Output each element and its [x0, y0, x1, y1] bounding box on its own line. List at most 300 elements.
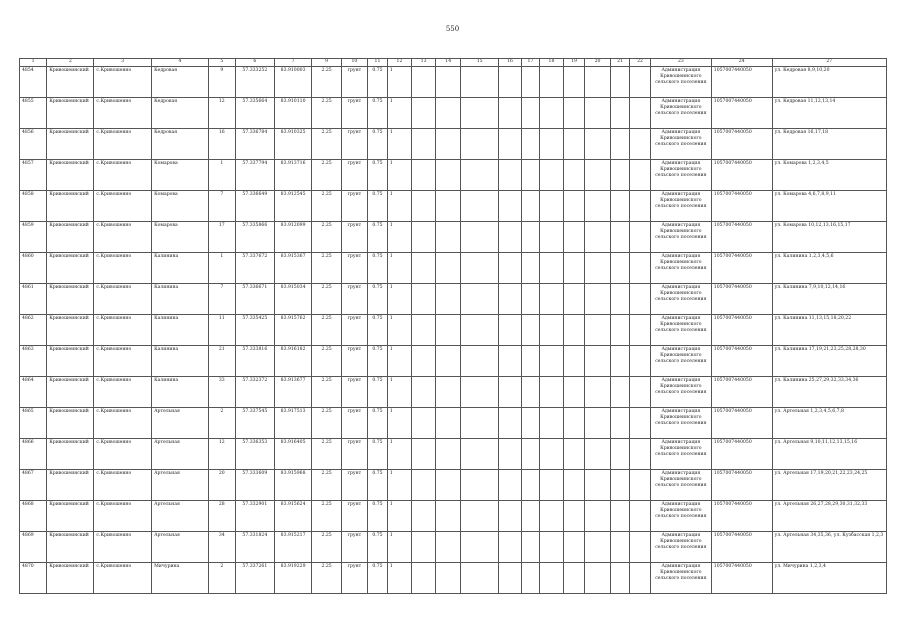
ogrn-cell: 1057007440050 — [711, 98, 772, 129]
empty-cell-16 — [499, 532, 522, 563]
empty-cell-22 — [630, 222, 651, 253]
surface-cell: грунт — [341, 98, 367, 129]
surface-cell: грунт — [341, 315, 367, 346]
empty-cell-17 — [522, 563, 540, 594]
empty-cell-14 — [436, 377, 461, 408]
settlement-cell: с.Кривошеино — [94, 377, 152, 408]
empty-cell-19 — [564, 222, 585, 253]
empty-cell-16 — [499, 129, 522, 160]
empty-cell-14 — [436, 98, 461, 129]
table-row — [20, 563, 887, 594]
longitude-cell: 83.919229 — [274, 563, 312, 594]
column-number-cell: 1 — [20, 59, 47, 67]
house-number-cell: 9 — [208, 67, 235, 98]
settlement-cell: с.Кривошеино — [94, 346, 152, 377]
volume-cell: 0.75 — [368, 563, 388, 594]
empty-cell-21 — [611, 129, 630, 160]
area-cell: 2.25 — [312, 160, 341, 191]
area-cell: 2.25 — [312, 501, 341, 532]
empty-cell-16 — [499, 253, 522, 284]
longitude-cell: 83.913716 — [274, 160, 312, 191]
empty-cell-18 — [539, 284, 563, 315]
house-number-cell: 7 — [208, 284, 235, 315]
longitude-cell: 83.917513 — [274, 408, 312, 439]
surface-cell: грунт — [341, 408, 367, 439]
longitude-cell: 83.915762 — [274, 315, 312, 346]
row-number-cell: 4857 — [20, 160, 47, 191]
settlement-cell: с.Кривошеино — [94, 191, 152, 222]
street-cell: Калинина — [152, 284, 209, 315]
row-number-cell: 4859 — [20, 222, 47, 253]
empty-cell-20 — [584, 160, 610, 191]
empty-cell-19 — [564, 191, 585, 222]
empty-cell-13 — [412, 160, 436, 191]
empty-cell-21 — [611, 98, 630, 129]
house-number-cell: 20 — [208, 470, 235, 501]
empty-cell-20 — [584, 532, 610, 563]
empty-cell-18 — [539, 408, 563, 439]
served-addresses-cell: ул. Кедровая 16,17,18 — [772, 129, 886, 160]
table-row — [20, 98, 887, 129]
served-addresses-cell: ул. Артельная 34,35,36, ул. Кузбасская 1,2,3 — [772, 532, 886, 563]
served-addresses-cell: ул. Калинина 7,9,10,12,14,16 — [772, 284, 886, 315]
empty-cell-14 — [436, 470, 461, 501]
container-count-cell: 1 — [387, 532, 411, 563]
street-cell: Кедровая — [152, 129, 209, 160]
volume-cell: 0.75 — [368, 222, 388, 253]
table-row — [20, 284, 887, 315]
empty-cell-15 — [461, 439, 499, 470]
empty-cell-16 — [499, 160, 522, 191]
settlement-cell: с.Кривошеино — [94, 315, 152, 346]
column-number-cell: 22 — [630, 59, 651, 67]
empty-cell-20 — [584, 563, 610, 594]
owner-admin-cell: Администрация Кривошеинского сельского поселения — [650, 532, 711, 563]
column-number-cell: 9 — [312, 59, 341, 67]
empty-cell-19 — [564, 563, 585, 594]
district-cell: Кривошеинский — [47, 377, 94, 408]
latitude-cell: 57.337672 — [235, 253, 274, 284]
column-number-cell: 16 — [499, 59, 522, 67]
area-cell: 2.25 — [312, 563, 341, 594]
empty-cell-15 — [461, 160, 499, 191]
settlement-cell: с.Кривошеино — [94, 470, 152, 501]
empty-cell-15 — [461, 191, 499, 222]
area-cell: 2.25 — [312, 315, 341, 346]
served-addresses-cell: ул. Комарова 4,6,7,8,9,11 — [772, 191, 886, 222]
container-count-cell: 1 — [387, 408, 411, 439]
empty-cell-15 — [461, 222, 499, 253]
empty-cell-17 — [522, 377, 540, 408]
area-cell: 2.25 — [312, 346, 341, 377]
owner-admin-cell: Администрация Кривошеинского сельского поселения — [650, 284, 711, 315]
volume-cell: 0.75 — [368, 377, 388, 408]
empty-cell-13 — [412, 470, 436, 501]
ogrn-cell: 1057007440050 — [711, 563, 772, 594]
ogrn-cell: 1057007440050 — [711, 222, 772, 253]
empty-cell-17 — [522, 501, 540, 532]
settlement-cell: с.Кривошеино — [94, 222, 152, 253]
empty-cell-22 — [630, 315, 651, 346]
empty-cell-18 — [539, 439, 563, 470]
empty-cell-20 — [584, 315, 610, 346]
empty-cell-19 — [564, 346, 585, 377]
settlement-cell: с.Кривошеино — [94, 563, 152, 594]
house-number-cell: 11 — [208, 315, 235, 346]
empty-cell-16 — [499, 67, 522, 98]
volume-cell: 0.75 — [368, 67, 388, 98]
empty-cell-14 — [436, 129, 461, 160]
empty-cell-21 — [611, 532, 630, 563]
column-number-cell: 14 — [436, 59, 461, 67]
area-cell: 2.25 — [312, 470, 341, 501]
street-cell: Артельная — [152, 470, 209, 501]
empty-cell-18 — [539, 470, 563, 501]
empty-cell-20 — [584, 408, 610, 439]
latitude-cell: 57.337794 — [235, 160, 274, 191]
volume-cell: 0.75 — [368, 129, 388, 160]
empty-cell-13 — [412, 346, 436, 377]
row-number-cell: 4860 — [20, 253, 47, 284]
empty-cell-21 — [611, 377, 630, 408]
empty-cell-13 — [412, 377, 436, 408]
volume-cell: 0.75 — [368, 191, 388, 222]
empty-cell-15 — [461, 501, 499, 532]
empty-cell-18 — [539, 532, 563, 563]
surface-cell: грунт — [341, 160, 367, 191]
empty-cell-16 — [499, 439, 522, 470]
longitude-cell: 83.915217 — [274, 532, 312, 563]
empty-cell-13 — [412, 532, 436, 563]
surface-cell: грунт — [341, 346, 367, 377]
house-number-cell: 12 — [208, 98, 235, 129]
column-number-cell: 12 — [387, 59, 411, 67]
empty-cell-16 — [499, 222, 522, 253]
empty-cell-22 — [630, 67, 651, 98]
area-cell: 2.25 — [312, 408, 341, 439]
column-number-cell: 13 — [412, 59, 436, 67]
empty-cell-20 — [584, 67, 610, 98]
row-number-cell: 4861 — [20, 284, 47, 315]
settlement-cell: с.Кривошеино — [94, 129, 152, 160]
volume-cell: 0.75 — [368, 346, 388, 377]
latitude-cell: 57.333816 — [235, 346, 274, 377]
table-row — [20, 346, 887, 377]
empty-cell-20 — [584, 98, 610, 129]
empty-cell-18 — [539, 222, 563, 253]
longitude-cell: 83.912099 — [274, 222, 312, 253]
empty-cell-18 — [539, 563, 563, 594]
column-number-cell: 21 — [611, 59, 630, 67]
empty-cell-19 — [564, 470, 585, 501]
served-addresses-cell: ул. Калинина 17,19,21,23,25,28,28,30 — [772, 346, 886, 377]
table-row — [20, 160, 887, 191]
container-count-cell: 1 — [387, 346, 411, 377]
empty-cell-15 — [461, 253, 499, 284]
empty-cell-14 — [436, 284, 461, 315]
empty-cell-15 — [461, 67, 499, 98]
district-cell: Кривошеинский — [47, 253, 94, 284]
area-cell: 2.25 — [312, 222, 341, 253]
column-number-cell: 27 — [772, 59, 886, 67]
latitude-cell: 57.336784 — [235, 129, 274, 160]
latitude-cell: 57.333609 — [235, 470, 274, 501]
empty-cell-17 — [522, 315, 540, 346]
empty-cell-13 — [412, 284, 436, 315]
empty-cell-15 — [461, 315, 499, 346]
empty-cell-17 — [522, 253, 540, 284]
empty-cell-19 — [564, 98, 585, 129]
empty-cell-16 — [499, 284, 522, 315]
table-row — [20, 377, 887, 408]
longitude-cell: 83.910003 — [274, 67, 312, 98]
column-number-cell: 7 — [274, 59, 312, 67]
street-cell: Мичурина — [152, 563, 209, 594]
district-cell: Кривошеинский — [47, 191, 94, 222]
container-count-cell: 1 — [387, 222, 411, 253]
empty-cell-13 — [412, 501, 436, 532]
district-cell: Кривошеинский — [47, 439, 94, 470]
latitude-cell: 57.337545 — [235, 408, 274, 439]
container-count-cell: 1 — [387, 191, 411, 222]
column-number-cell: 3 — [94, 59, 152, 67]
served-addresses-cell: ул. Комарова 1,2,3,4,5 — [772, 160, 886, 191]
empty-cell-20 — [584, 346, 610, 377]
empty-cell-17 — [522, 191, 540, 222]
served-addresses-cell: ул. Кедровая 11,12,13,14 — [772, 98, 886, 129]
empty-cell-20 — [584, 377, 610, 408]
empty-cell-19 — [564, 315, 585, 346]
empty-cell-20 — [584, 191, 610, 222]
empty-cell-14 — [436, 67, 461, 98]
column-number-cell: 19 — [564, 59, 585, 67]
container-count-cell: 1 — [387, 253, 411, 284]
empty-cell-14 — [436, 160, 461, 191]
district-cell: Кривошеинский — [47, 408, 94, 439]
empty-cell-21 — [611, 160, 630, 191]
volume-cell: 0.75 — [368, 408, 388, 439]
empty-cell-14 — [436, 563, 461, 594]
owner-admin-cell: Администрация Кривошеинского сельского поселения — [650, 408, 711, 439]
owner-admin-cell: Администрация Кривошеинского сельского поселения — [650, 563, 711, 594]
empty-cell-13 — [412, 563, 436, 594]
volume-cell: 0.75 — [368, 439, 388, 470]
settlement-cell: с.Кривошеино — [94, 532, 152, 563]
empty-cell-16 — [499, 191, 522, 222]
table-row — [20, 222, 887, 253]
volume-cell: 0.75 — [368, 315, 388, 346]
ogrn-cell: 1057007440050 — [711, 439, 772, 470]
street-cell: Кедровая — [152, 67, 209, 98]
empty-cell-16 — [499, 563, 522, 594]
street-cell: Калинина — [152, 253, 209, 284]
row-number-cell: 4862 — [20, 315, 47, 346]
settlement-cell: с.Кривошеино — [94, 67, 152, 98]
house-number-cell: 1 — [208, 253, 235, 284]
empty-cell-22 — [630, 346, 651, 377]
table-row — [20, 439, 887, 470]
house-number-cell: 21 — [208, 346, 235, 377]
column-number-cell: 6 — [235, 59, 274, 67]
column-number-cell: 24 — [711, 59, 772, 67]
longitude-cell: 83.910110 — [274, 98, 312, 129]
area-cell: 2.25 — [312, 377, 341, 408]
empty-cell-22 — [630, 160, 651, 191]
empty-cell-13 — [412, 408, 436, 439]
ogrn-cell: 1057007440050 — [711, 315, 772, 346]
empty-cell-17 — [522, 129, 540, 160]
settlement-cell: с.Кривошеино — [94, 501, 152, 532]
longitude-cell: 83.910325 — [274, 129, 312, 160]
column-number-cell: 23 — [650, 59, 711, 67]
street-cell: Комарова — [152, 160, 209, 191]
volume-cell: 0.75 — [368, 98, 388, 129]
house-number-cell: 33 — [208, 377, 235, 408]
empty-cell-19 — [564, 67, 585, 98]
owner-admin-cell: Администрация Кривошеинского сельского поселения — [650, 439, 711, 470]
empty-cell-18 — [539, 129, 563, 160]
ogrn-cell: 1057007440050 — [711, 129, 772, 160]
owner-admin-cell: Администрация Кривошеинского сельского поселения — [650, 67, 711, 98]
street-cell: Кедровая — [152, 98, 209, 129]
empty-cell-15 — [461, 470, 499, 501]
table-row — [20, 67, 887, 98]
empty-cell-21 — [611, 439, 630, 470]
served-addresses-cell: ул. Калинина 1,2,3,4,5,6 — [772, 253, 886, 284]
area-cell: 2.25 — [312, 129, 341, 160]
empty-cell-22 — [630, 98, 651, 129]
container-count-cell: 1 — [387, 98, 411, 129]
column-number-row — [20, 59, 887, 67]
table-row — [20, 470, 887, 501]
empty-cell-14 — [436, 346, 461, 377]
empty-cell-20 — [584, 501, 610, 532]
empty-cell-20 — [584, 439, 610, 470]
longitude-cell: 83.912545 — [274, 191, 312, 222]
table-row — [20, 501, 887, 532]
area-cell: 2.25 — [312, 253, 341, 284]
served-addresses-cell: ул. Кедровая 8,9,10,20 — [772, 67, 886, 98]
settlement-cell: с.Кривошеино — [94, 253, 152, 284]
house-number-cell: 16 — [208, 129, 235, 160]
owner-admin-cell: Администрация Кривошеинского сельского поселения — [650, 98, 711, 129]
owner-admin-cell: Администрация Кривошеинского сельского поселения — [650, 253, 711, 284]
empty-cell-13 — [412, 98, 436, 129]
served-addresses-cell: ул. Артельная 26,27,28,29,30,31,32,33 — [772, 501, 886, 532]
ogrn-cell: 1057007440050 — [711, 408, 772, 439]
owner-admin-cell: Администрация Кривошеинского сельского поселения — [650, 501, 711, 532]
empty-cell-14 — [436, 439, 461, 470]
empty-cell-19 — [564, 160, 585, 191]
empty-cell-20 — [584, 284, 610, 315]
surface-cell: грунт — [341, 532, 367, 563]
table-row — [20, 253, 887, 284]
column-number-cell: 20 — [584, 59, 610, 67]
page-number: 550 — [445, 25, 460, 33]
street-cell: Калинина — [152, 315, 209, 346]
ogrn-cell: 1057007440050 — [711, 160, 772, 191]
volume-cell: 0.75 — [368, 470, 388, 501]
row-number-cell: 4866 — [20, 439, 47, 470]
row-number-cell: 4864 — [20, 377, 47, 408]
house-number-cell: 17 — [208, 222, 235, 253]
volume-cell: 0.75 — [368, 160, 388, 191]
empty-cell-21 — [611, 315, 630, 346]
district-cell: Кривошеинский — [47, 284, 94, 315]
district-cell: Кривошеинский — [47, 563, 94, 594]
surface-cell: грунт — [341, 284, 367, 315]
empty-cell-18 — [539, 315, 563, 346]
table-row — [20, 191, 887, 222]
owner-admin-cell: Администрация Кривошеинского сельского поселения — [650, 222, 711, 253]
surface-cell: грунт — [341, 129, 367, 160]
owner-admin-cell: Администрация Кривошеинского сельского поселения — [650, 315, 711, 346]
empty-cell-17 — [522, 532, 540, 563]
empty-cell-17 — [522, 470, 540, 501]
empty-cell-18 — [539, 98, 563, 129]
district-cell: Кривошеинский — [47, 315, 94, 346]
empty-cell-19 — [564, 408, 585, 439]
container-count-cell: 1 — [387, 501, 411, 532]
empty-cell-16 — [499, 377, 522, 408]
row-number-cell: 4870 — [20, 563, 47, 594]
table-row — [20, 532, 887, 563]
empty-cell-17 — [522, 408, 540, 439]
empty-cell-15 — [461, 408, 499, 439]
latitude-cell: 57.332901 — [235, 501, 274, 532]
empty-cell-13 — [412, 253, 436, 284]
empty-cell-19 — [564, 129, 585, 160]
served-addresses-cell: ул. Калинина 25,27,29,32,33,34,36 — [772, 377, 886, 408]
district-cell: Кривошеинский — [47, 501, 94, 532]
district-cell: Кривошеинский — [47, 532, 94, 563]
empty-cell-16 — [499, 470, 522, 501]
latitude-cell: 57.335866 — [235, 222, 274, 253]
empty-cell-15 — [461, 98, 499, 129]
empty-cell-19 — [564, 532, 585, 563]
container-count-cell: 1 — [387, 377, 411, 408]
empty-cell-21 — [611, 67, 630, 98]
surface-cell: грунт — [341, 563, 367, 594]
longitude-cell: 83.915968 — [274, 470, 312, 501]
column-number-cell: 17 — [522, 59, 540, 67]
street-cell: Комарова — [152, 191, 209, 222]
surface-cell: грунт — [341, 191, 367, 222]
house-number-cell: 2 — [208, 563, 235, 594]
empty-cell-14 — [436, 222, 461, 253]
empty-cell-18 — [539, 346, 563, 377]
surface-cell: грунт — [341, 67, 367, 98]
longitude-cell: 83.916182 — [274, 346, 312, 377]
settlement-cell: с.Кривошеино — [94, 284, 152, 315]
owner-admin-cell: Администрация Кривошеинского сельского поселения — [650, 160, 711, 191]
empty-cell-19 — [564, 253, 585, 284]
surface-cell: грунт — [341, 222, 367, 253]
settlement-cell: с.Кривошеино — [94, 408, 152, 439]
latitude-cell: 57.335664 — [235, 98, 274, 129]
column-number-cell: 11 — [368, 59, 388, 67]
empty-cell-17 — [522, 222, 540, 253]
registry-body — [20, 59, 887, 594]
empty-cell-20 — [584, 470, 610, 501]
area-cell: 2.25 — [312, 191, 341, 222]
empty-cell-15 — [461, 129, 499, 160]
column-number-cell: 15 — [461, 59, 499, 67]
empty-cell-15 — [461, 563, 499, 594]
empty-cell-16 — [499, 315, 522, 346]
area-cell: 2.25 — [312, 532, 341, 563]
empty-cell-19 — [564, 377, 585, 408]
